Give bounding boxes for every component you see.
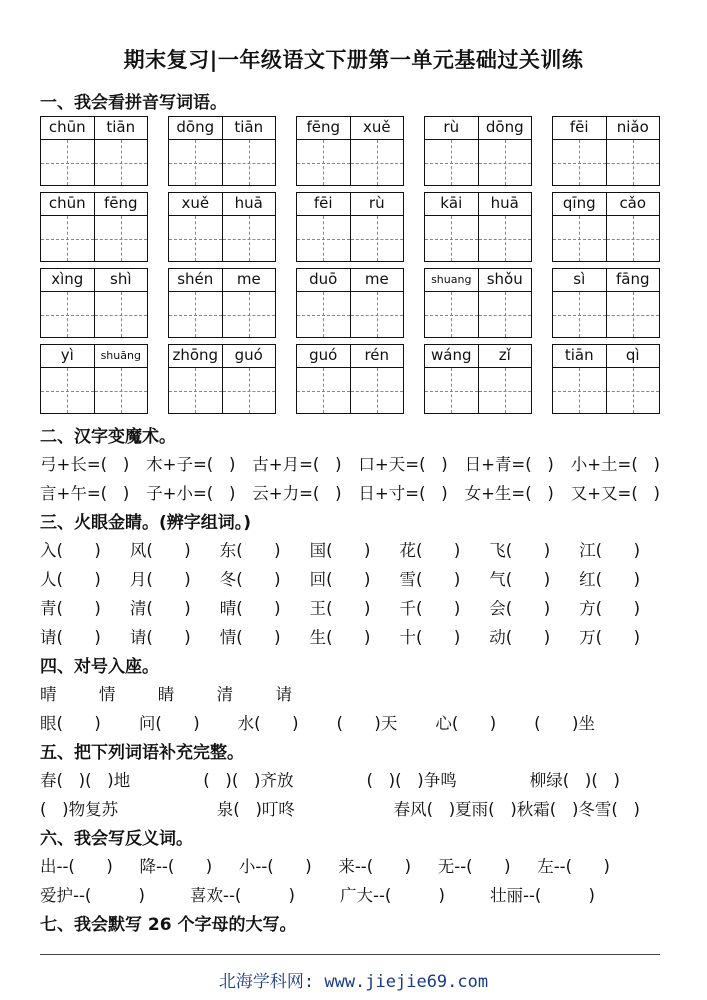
antonym-item: 出--( ) <box>40 857 113 876</box>
pinyin-word-box <box>168 268 276 338</box>
equation-item: 古+月=( ) <box>252 455 342 474</box>
pinyin-word-box <box>552 268 660 338</box>
character-item: 青( ) <box>40 599 101 618</box>
pinyin-syllable: tiān <box>222 117 276 139</box>
writing-cell[interactable] <box>297 368 350 413</box>
section-4-fill-line <box>40 710 595 734</box>
pinyin-syllable: qì <box>606 345 660 367</box>
pinyin-row <box>40 192 660 262</box>
idiom-item: 春( )( )地 <box>40 771 131 790</box>
character-item: 方( ) <box>579 599 640 618</box>
character-item: 飞( ) <box>489 541 551 560</box>
equation-item: 子+小=( ) <box>146 484 236 503</box>
section-7-heading: 七、我会默写 26 个字母的大写。 <box>40 915 297 935</box>
writing-cell[interactable] <box>222 216 276 261</box>
fill-item: ( )天 <box>336 714 398 733</box>
pinyin-syllable: guó <box>309 346 338 364</box>
character-item: 动( ) <box>489 628 551 647</box>
writing-cell[interactable] <box>94 292 148 337</box>
pinyin-syllable: guó <box>222 345 276 367</box>
pinyin-syllable: xuě <box>181 194 210 212</box>
character-item: 风( ) <box>129 541 191 560</box>
word-bank-item: 请 <box>275 685 292 704</box>
writing-cell[interactable] <box>169 140 222 185</box>
idiom-item: ( )( )争鸣 <box>366 771 457 790</box>
writing-cell[interactable] <box>606 140 660 185</box>
pinyin-syllable: chūn <box>48 118 86 136</box>
pinyin-row <box>40 344 660 414</box>
fill-item: 问( ) <box>138 714 200 733</box>
pinyin-writing-grid <box>40 116 660 420</box>
pinyin-row <box>40 268 660 338</box>
antonym-item: 壮丽--( ) <box>490 886 595 905</box>
pinyin-syllable: huā <box>222 193 276 215</box>
character-item: 国( ) <box>309 541 371 560</box>
writing-cell[interactable] <box>222 292 276 337</box>
writing-cell[interactable] <box>297 216 350 261</box>
equation-item: 云+力=( ) <box>252 484 342 503</box>
equation-item: 弓+长=( ) <box>40 455 130 474</box>
pinyin-word-box <box>296 192 404 262</box>
pinyin-word-box <box>424 268 532 338</box>
writing-cell[interactable] <box>222 140 276 185</box>
pinyin-syllable: xìng <box>51 270 84 288</box>
character-item: 晴( ) <box>219 599 281 618</box>
writing-cell[interactable] <box>297 140 350 185</box>
character-item: 情( ) <box>219 628 281 647</box>
fill-item: ( )坐 <box>534 714 595 733</box>
pinyin-syllable: zǐ <box>478 345 532 367</box>
section-6-line-1 <box>40 853 610 877</box>
writing-cell[interactable] <box>350 368 404 413</box>
character-item: 人( ) <box>40 570 101 589</box>
pinyin-syllable: cǎo <box>606 193 660 215</box>
pinyin-word-box <box>424 344 532 414</box>
equation-item: 口+天=( ) <box>358 455 448 474</box>
section-3-line-3 <box>40 595 640 619</box>
idiom-item: ( )物复苏 <box>40 800 119 819</box>
fill-item: 水( ) <box>237 714 299 733</box>
section-2-line-1 <box>40 451 660 475</box>
pinyin-syllable: niǎo <box>606 117 660 139</box>
pinyin-word-box <box>552 192 660 262</box>
section-5-line-2 <box>40 796 640 820</box>
pinyin-syllable: fēng <box>306 118 341 136</box>
character-item: 江( ) <box>579 541 640 560</box>
character-item: 万( ) <box>579 628 640 647</box>
character-item: 雪( ) <box>399 570 461 589</box>
pinyin-word-box <box>296 344 404 414</box>
writing-cell[interactable] <box>425 368 478 413</box>
writing-cell[interactable] <box>553 368 606 413</box>
writing-cell[interactable] <box>169 216 222 261</box>
writing-cell[interactable] <box>606 216 660 261</box>
character-item: 请( ) <box>129 628 191 647</box>
pinyin-syllable: qīng <box>562 194 596 212</box>
section-3-line-2 <box>40 566 640 590</box>
pinyin-syllable: yì <box>60 346 74 364</box>
character-item: 千( ) <box>399 599 461 618</box>
section-5-line-1 <box>40 767 620 791</box>
writing-cell[interactable] <box>41 140 94 185</box>
pinyin-word-box <box>40 192 148 262</box>
section-3-line-1 <box>40 537 640 561</box>
pinyin-syllable: tiān <box>564 346 594 364</box>
pinyin-syllable: rù <box>443 118 460 136</box>
character-item: 十( ) <box>399 628 461 647</box>
section-2-heading: 二、汉字变魔术。 <box>40 427 176 447</box>
pinyin-syllable: dōng <box>478 117 532 139</box>
pinyin-word-box <box>424 116 532 186</box>
pinyin-syllable: me <box>222 269 276 291</box>
section-6-line-2 <box>40 882 595 906</box>
writing-cell[interactable] <box>553 216 606 261</box>
fill-item: 眼( ) <box>40 714 101 733</box>
equation-item: 又+又=( ) <box>570 484 660 503</box>
writing-cell[interactable] <box>553 292 606 337</box>
writing-cell[interactable] <box>94 140 148 185</box>
word-bank-item: 清 <box>216 685 234 704</box>
writing-cell[interactable] <box>41 216 94 261</box>
character-item: 王( ) <box>309 599 371 618</box>
section-5-heading: 五、把下列词语补充完整。 <box>40 743 244 763</box>
writing-cell[interactable] <box>425 216 478 261</box>
idiom-item: 泉( )叮咚 <box>216 800 295 819</box>
writing-cell[interactable] <box>169 292 222 337</box>
writing-cell[interactable] <box>606 292 660 337</box>
writing-cell[interactable] <box>425 140 478 185</box>
section-3-heading: 三、火眼金睛。(辨字组词。) <box>40 513 252 533</box>
character-item: 清( ) <box>129 599 191 618</box>
pinyin-syllable: xuě <box>350 117 404 139</box>
antonym-item: 来--( ) <box>338 857 412 876</box>
section-1-heading: 一、我会看拼音写词语。 <box>40 93 227 113</box>
idiom-item: ( )( )齐放 <box>203 771 294 790</box>
pinyin-word-box <box>40 344 148 414</box>
section-4-word-bank <box>40 681 292 705</box>
word-bank-item: 晴 <box>40 685 57 704</box>
equation-item: 木+子=( ) <box>146 455 236 474</box>
writing-cell[interactable] <box>222 368 276 413</box>
writing-cell[interactable] <box>94 216 148 261</box>
section-6-heading: 六、我会写反义词。 <box>40 829 193 849</box>
writing-cell[interactable] <box>350 292 404 337</box>
writing-cell[interactable] <box>478 368 532 413</box>
pinyin-row <box>40 116 660 186</box>
pinyin-syllable: fēi <box>313 194 333 212</box>
pinyin-syllable: huā <box>478 193 532 215</box>
pinyin-syllable: rù <box>350 193 404 215</box>
fill-item: 心( ) <box>435 714 497 733</box>
pinyin-syllable: fēng <box>94 193 148 215</box>
writing-cell[interactable] <box>350 140 404 185</box>
pinyin-syllable: wáng <box>431 346 472 364</box>
character-item: 冬( ) <box>219 570 281 589</box>
pinyin-syllable: shǒu <box>478 269 532 291</box>
word-bank-item: 情 <box>98 685 116 704</box>
writing-cell[interactable] <box>478 292 532 337</box>
pinyin-syllable: kāi <box>440 194 463 212</box>
antonym-item: 喜欢--( ) <box>190 886 295 905</box>
character-item: 花( ) <box>399 541 461 560</box>
antonym-item: 小--( ) <box>238 857 312 876</box>
antonym-item: 爱护--( ) <box>40 886 145 905</box>
writing-cell[interactable] <box>553 140 606 185</box>
pinyin-syllable: fāng <box>606 269 660 291</box>
character-item: 气( ) <box>489 570 551 589</box>
pinyin-word-box <box>552 344 660 414</box>
pinyin-word-box <box>168 116 276 186</box>
pinyin-word-box <box>168 192 276 262</box>
character-item: 红( ) <box>579 570 640 589</box>
character-item: 月( ) <box>129 570 191 589</box>
writing-cell[interactable] <box>425 292 478 337</box>
character-item: 生( ) <box>309 628 371 647</box>
writing-cell[interactable] <box>94 368 148 413</box>
pinyin-syllable: shén <box>177 270 214 288</box>
writing-cell[interactable] <box>41 368 94 413</box>
pinyin-syllable: rén <box>350 345 404 367</box>
writing-cell[interactable] <box>478 140 532 185</box>
character-item: 入( ) <box>40 541 101 560</box>
character-item: 会( ) <box>489 599 551 618</box>
pinyin-word-box <box>40 268 148 338</box>
pinyin-syllable: tiān <box>94 117 148 139</box>
writing-cell[interactable] <box>297 292 350 337</box>
writing-cell[interactable] <box>41 292 94 337</box>
footer-website: 北海学科网: www.jiejie69.com <box>218 972 489 992</box>
pinyin-syllable: shuāng <box>94 345 148 367</box>
pinyin-syllable: shuang <box>431 273 472 286</box>
writing-cell[interactable] <box>478 216 532 261</box>
antonym-item: 无--( ) <box>437 857 511 876</box>
pinyin-word-box <box>296 116 404 186</box>
pinyin-syllable: zhōng <box>172 346 219 364</box>
pinyin-word-box <box>424 192 532 262</box>
writing-cell[interactable] <box>350 216 404 261</box>
page-title: 期末复习|一年级语文下册第一单元基础过关训练 <box>123 48 584 72</box>
word-bank-item: 睛 <box>157 685 175 704</box>
pinyin-syllable: chūn <box>48 194 86 212</box>
pinyin-word-box <box>40 116 148 186</box>
idiom-item: 柳绿( )( ) <box>529 771 620 790</box>
footer-divider <box>40 954 660 955</box>
character-item: 回( ) <box>309 570 371 589</box>
character-item: 东( ) <box>219 541 281 560</box>
pinyin-syllable: duō <box>309 270 338 288</box>
pinyin-syllable: shì <box>94 269 148 291</box>
pinyin-syllable: dōng <box>176 118 215 136</box>
pinyin-syllable: sì <box>573 270 586 288</box>
pinyin-syllable: fēi <box>569 118 589 136</box>
equation-item: 女+生=( ) <box>464 484 554 503</box>
pinyin-syllable: me <box>350 269 404 291</box>
idiom-item: 春风( )夏雨( )秋霜( )冬雪( ) <box>393 800 640 819</box>
pinyin-word-box <box>552 116 660 186</box>
writing-cell[interactable] <box>606 368 660 413</box>
pinyin-word-box <box>168 344 276 414</box>
equation-item: 言+午=( ) <box>40 484 130 503</box>
character-item: 请( ) <box>40 628 101 647</box>
writing-cell[interactable] <box>169 368 222 413</box>
pinyin-word-box <box>296 268 404 338</box>
section-2-line-2 <box>40 480 660 504</box>
equation-item: 日+青=( ) <box>464 455 554 474</box>
section-4-heading: 四、对号入座。 <box>40 657 159 677</box>
equation-item: 小+土=( ) <box>570 455 660 474</box>
antonym-item: 左--( ) <box>537 857 610 876</box>
equation-item: 日+寸=( ) <box>358 484 448 503</box>
section-3-line-4 <box>40 624 640 648</box>
antonym-item: 降--( ) <box>139 857 213 876</box>
antonym-item: 广大--( ) <box>340 886 445 905</box>
